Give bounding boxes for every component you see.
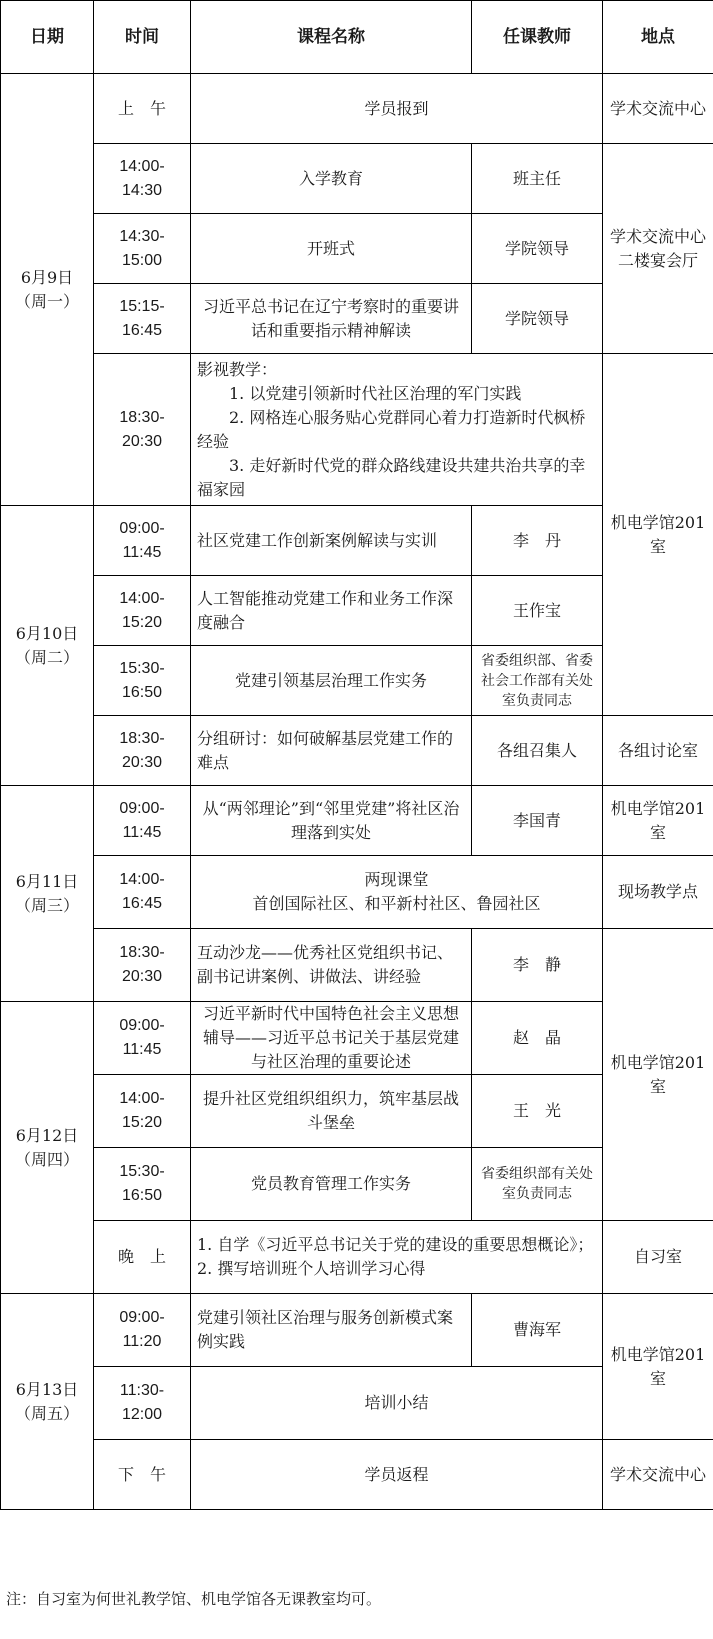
- teacher-cell: 王 光: [472, 1075, 603, 1148]
- footnote: 注：自习室为何世礼教学馆、机电学馆各无课教室均可。: [6, 1590, 382, 1608]
- header-time: 时间: [94, 1, 191, 74]
- course-cell: [191, 1221, 603, 1294]
- place-cell: 机电学馆201室: [603, 354, 713, 716]
- course-cell: 习近平总书记在辽宁考察时的重要讲话和重要指示精神解读: [191, 284, 472, 354]
- course-cell: 社区党建工作创新案例解读与实训: [191, 506, 472, 576]
- time-cell: 15:15-16:45: [94, 284, 191, 354]
- time-cell: 14:00-15:20: [94, 1075, 191, 1148]
- teacher-cell: 李国青: [472, 786, 603, 856]
- time-cell: 18:30-20:30: [94, 929, 191, 1002]
- teacher-cell: 班主任: [472, 144, 603, 214]
- course-cell: 学员报到: [191, 74, 603, 144]
- table-row: [1, 856, 713, 929]
- time-cell: 14:30-15:00: [94, 214, 191, 284]
- teacher-cell: 赵 晶: [472, 1002, 603, 1075]
- time-cell: 14:00-16:45: [94, 856, 191, 929]
- place-cell: 各组讨论室: [603, 716, 713, 786]
- place-cell: 自习室: [603, 1221, 713, 1294]
- time-cell: 15:30-16:50: [94, 646, 191, 716]
- weekday-text: （周四）: [14, 1149, 79, 1169]
- time-cell: 晚 上: [94, 1221, 191, 1294]
- course-cell: 培训小结: [191, 1367, 603, 1440]
- course-line: 首创国际社区、和平新村社区、鲁园社区: [252, 894, 541, 913]
- course-cell: [191, 354, 603, 506]
- time-cell: 09:00-11:45: [94, 506, 191, 576]
- place-cell: 学术交流中心: [603, 74, 713, 144]
- teacher-cell: 曹海军: [472, 1294, 603, 1367]
- course-line: 3. 走好新时代党的群众路线建设共建共治共享的幸福家园: [197, 455, 586, 499]
- teacher-cell: 李 丹: [472, 506, 603, 576]
- course-cell: 习近平新时代中国特色社会主义思想辅导——习近平总书记关于基层党建与社区治理的重要论述: [191, 1002, 472, 1075]
- course-cell: 入学教育: [191, 144, 472, 214]
- place-cell: 机电学馆201室: [603, 1294, 713, 1440]
- weekday-text: （周一）: [14, 291, 79, 311]
- header-date: 日期: [1, 1, 94, 74]
- time-cell: 14:00-15:20: [94, 576, 191, 646]
- date-text: 6月10日: [15, 623, 79, 643]
- course-line: 影视教学：: [197, 359, 278, 379]
- table-row: [1, 1440, 713, 1510]
- course-line: 2. 网格连心服务贴心党群同心着力打造新时代枫桥经验: [197, 407, 586, 451]
- date-cell: [1, 1002, 94, 1294]
- course-cell: 分组研讨：如何破解基层党建工作的难点: [191, 716, 472, 786]
- teacher-cell: 学院领导: [472, 284, 603, 354]
- header-place: 地点: [603, 1, 713, 74]
- time-cell: 09:00-11:45: [94, 786, 191, 856]
- teacher-cell: 王作宝: [472, 576, 603, 646]
- place-cell: 学术交流中心: [603, 1440, 713, 1510]
- header-course: 课程名称: [191, 1, 472, 74]
- place-cell: 现场教学点: [603, 856, 713, 929]
- course-cell: [191, 856, 603, 929]
- date-cell: [1, 506, 94, 786]
- weekday-text: （周三）: [14, 895, 79, 915]
- table-row: [1, 74, 713, 144]
- course-line: 1. 自学《习近平总书记关于党的建设的重要思想概论》；: [197, 1235, 594, 1254]
- table-row: [1, 144, 713, 214]
- weekday-text: （周二）: [14, 647, 79, 667]
- table-row: [1, 716, 713, 786]
- table-row: [1, 1294, 713, 1367]
- teacher-cell: 省委组织部有关处室负责同志: [472, 1148, 603, 1221]
- time-cell: 18:30-20:30: [94, 716, 191, 786]
- date-cell: [1, 1294, 94, 1510]
- course-cell: 开班式: [191, 214, 472, 284]
- time-cell: 15:30-16:50: [94, 1148, 191, 1221]
- date-text: 6月13日: [15, 1379, 79, 1399]
- course-line: 两现课堂: [364, 870, 429, 889]
- course-cell: 党建引领基层治理工作实务: [191, 646, 472, 716]
- weekday-text: （周五）: [14, 1403, 79, 1423]
- table-row: [1, 929, 713, 1002]
- time-cell: 18:30-20:30: [94, 354, 191, 506]
- date-text: 6月9日: [20, 267, 74, 287]
- course-cell: 提升社区党组织组织力，筑牢基层战斗堡垒: [191, 1075, 472, 1148]
- place-cell: 机电学馆201室: [603, 786, 713, 856]
- time-cell: 09:00-11:45: [94, 1002, 191, 1075]
- time-cell: 11:30-12:00: [94, 1367, 191, 1440]
- table-row: [1, 1221, 713, 1294]
- header-teacher: 任课教师: [472, 1, 603, 74]
- course-cell: 从“两邻理论”到“邻里党建”将社区治理落到实处: [191, 786, 472, 856]
- time-cell: 下 午: [94, 1440, 191, 1510]
- course-cell: 党建引领社区治理与服务创新模式案例实践: [191, 1294, 472, 1367]
- date-cell: [1, 74, 94, 506]
- place-cell: 机电学馆201室: [603, 929, 713, 1221]
- place-cell: 学术交流中心二楼宴会厅: [603, 144, 713, 354]
- date-text: 6月11日: [15, 871, 79, 891]
- course-cell: 人工智能推动党建工作和业务工作深度融合: [191, 576, 472, 646]
- course-cell: 互动沙龙——优秀社区党组织书记、副书记讲案例、讲做法、讲经验: [191, 929, 472, 1002]
- table-row: [1, 354, 713, 506]
- date-cell: [1, 786, 94, 1002]
- time-cell: 上 午: [94, 74, 191, 144]
- course-line: 1. 以党建引领新时代社区治理的军门实践: [197, 383, 522, 403]
- teacher-cell: 李 静: [472, 929, 603, 1002]
- time-cell: 14:00-14:30: [94, 144, 191, 214]
- header-row: [1, 1, 713, 74]
- course-cell: 党员教育管理工作实务: [191, 1148, 472, 1221]
- table-row: [1, 786, 713, 856]
- teacher-cell: 各组召集人: [472, 716, 603, 786]
- time-cell: 09:00-11:20: [94, 1294, 191, 1367]
- course-cell: 学员返程: [191, 1440, 603, 1510]
- date-text: 6月12日: [15, 1125, 79, 1145]
- course-line: 2. 撰写培训班个人培训学习心得: [197, 1259, 426, 1278]
- teacher-cell: 学院领导: [472, 214, 603, 284]
- teacher-cell: 省委组织部、省委社会工作部有关处室负责同志: [472, 646, 603, 716]
